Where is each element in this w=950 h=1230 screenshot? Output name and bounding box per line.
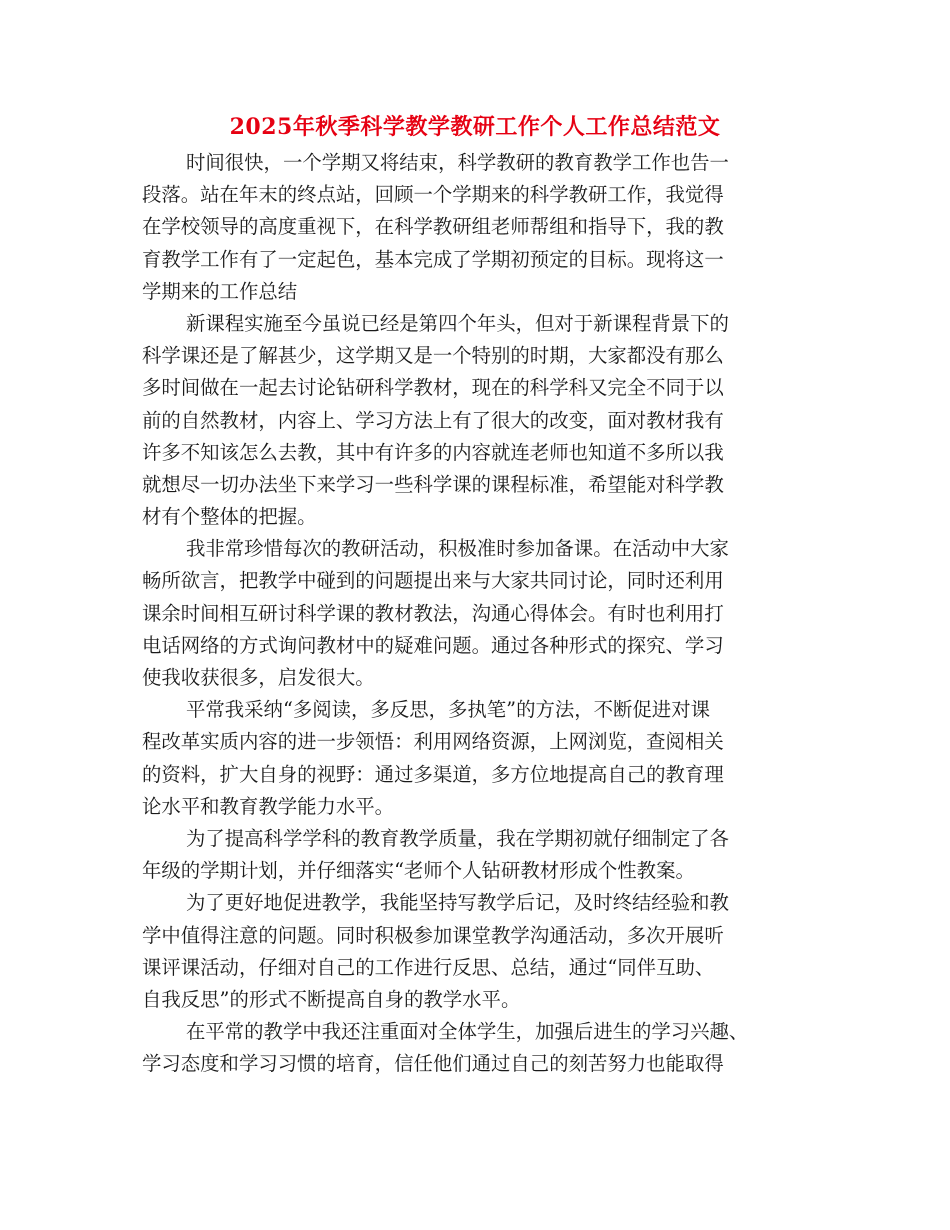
- body-line: 在学校领导的高度重视下，在科学教研组老师帮组和指导下，我的教: [142, 215, 724, 239]
- document-title: 2025年秋季科学教学教研工作个人工作总结范文: [229, 114, 721, 140]
- body-line: 前的自然教材，内容上、学习方法上有了很大的改变，面对教材我有: [142, 408, 724, 432]
- body-line: 育教学工作有了一定起色，基本完成了学期初预定的目标。现将这一: [142, 247, 724, 271]
- body-line: 学中值得注意的问题。同时积极参加课堂教学沟通活动，多次开展听: [142, 923, 724, 947]
- body-line: 程改革实质内容的进一步领悟：利用网络资源，上网浏览，查阅相关: [142, 730, 724, 754]
- document-body: [142, 147, 814, 1080]
- body-line: 学习态度和学习习惯的培育，信任他们通过自己的刻苦努力也能取得: [142, 1052, 724, 1076]
- body-line: 新课程实施至今虽说已经是第四个年头，但对于新课程背景下的: [186, 311, 729, 335]
- body-line: 在平常的教学中我还注重面对全体学生，加强后进生的学习兴趣、: [186, 1020, 749, 1044]
- body-line: 使我收获很多，启发很大。: [142, 666, 375, 689]
- body-line: 的资料，扩大自身的视野：通过多渠道，多方位地提高自己的教育理: [142, 762, 724, 786]
- body-line: 多时间做在一起去讨论钻研科学教材，现在的科学科又完全不同于以: [142, 376, 724, 400]
- body-line: 科学课还是了解甚少，这学期又是一个特别的时期，大家都没有那么: [142, 344, 724, 368]
- body-line: 材有个整体的把握。: [142, 505, 317, 529]
- body-line: 许多不知该怎么去教，其中有许多的内容就连老师也知道不多所以我: [142, 440, 724, 464]
- body-line: 电话网络的方式询问教材中的疑难问题。通过各种形式的探究、学习: [142, 633, 724, 657]
- body-line: 为了提高科学学科的教育教学质量，我在学期初就仔细制定了各: [186, 826, 729, 850]
- body-line: 段落。站在年末的终点站，回顾一个学期来的科学教研工作，我觉得: [142, 183, 724, 207]
- body-line: 学期来的工作总结: [142, 279, 298, 303]
- body-line: 就想尽一切办法坐下来学习一些科学课的课程标准，希望能对科学教: [142, 472, 724, 496]
- body-line: 自我反思”的形式不断提高自身的教学水平。: [142, 987, 521, 1011]
- body-line: 年级的学期计划，并仔细落实“老师个人钻研教材形成个性教案。: [142, 859, 695, 883]
- body-line: 论水平和教育教学能力水平。: [142, 794, 395, 818]
- body-line: 为了更好地促进教学，我能坚持写教学后记，及时终结经验和教: [186, 891, 729, 915]
- body-line: 课评课活动，仔细对自己的工作进行反思、总结，通过“同伴互助、: [142, 955, 715, 979]
- body-line: 平常我采纳“多阅读，多反思，多执笔”的方法，不断促进对课: [186, 698, 710, 722]
- body-line: 畅所欲言，把教学中碰到的问题提出来与大家共同讨论，同时还利用: [142, 569, 724, 593]
- body-line: 课余时间相互研讨科学课的教材教法，沟通心得体会。有时也利用打: [142, 601, 724, 625]
- body-line: 我非常珍惜每次的教研活动，积极准时参加备课。在活动中大家: [186, 537, 729, 561]
- body-line: 时间很快，一个学期又将结束，科学教研的教育教学工作也告一: [186, 151, 729, 174]
